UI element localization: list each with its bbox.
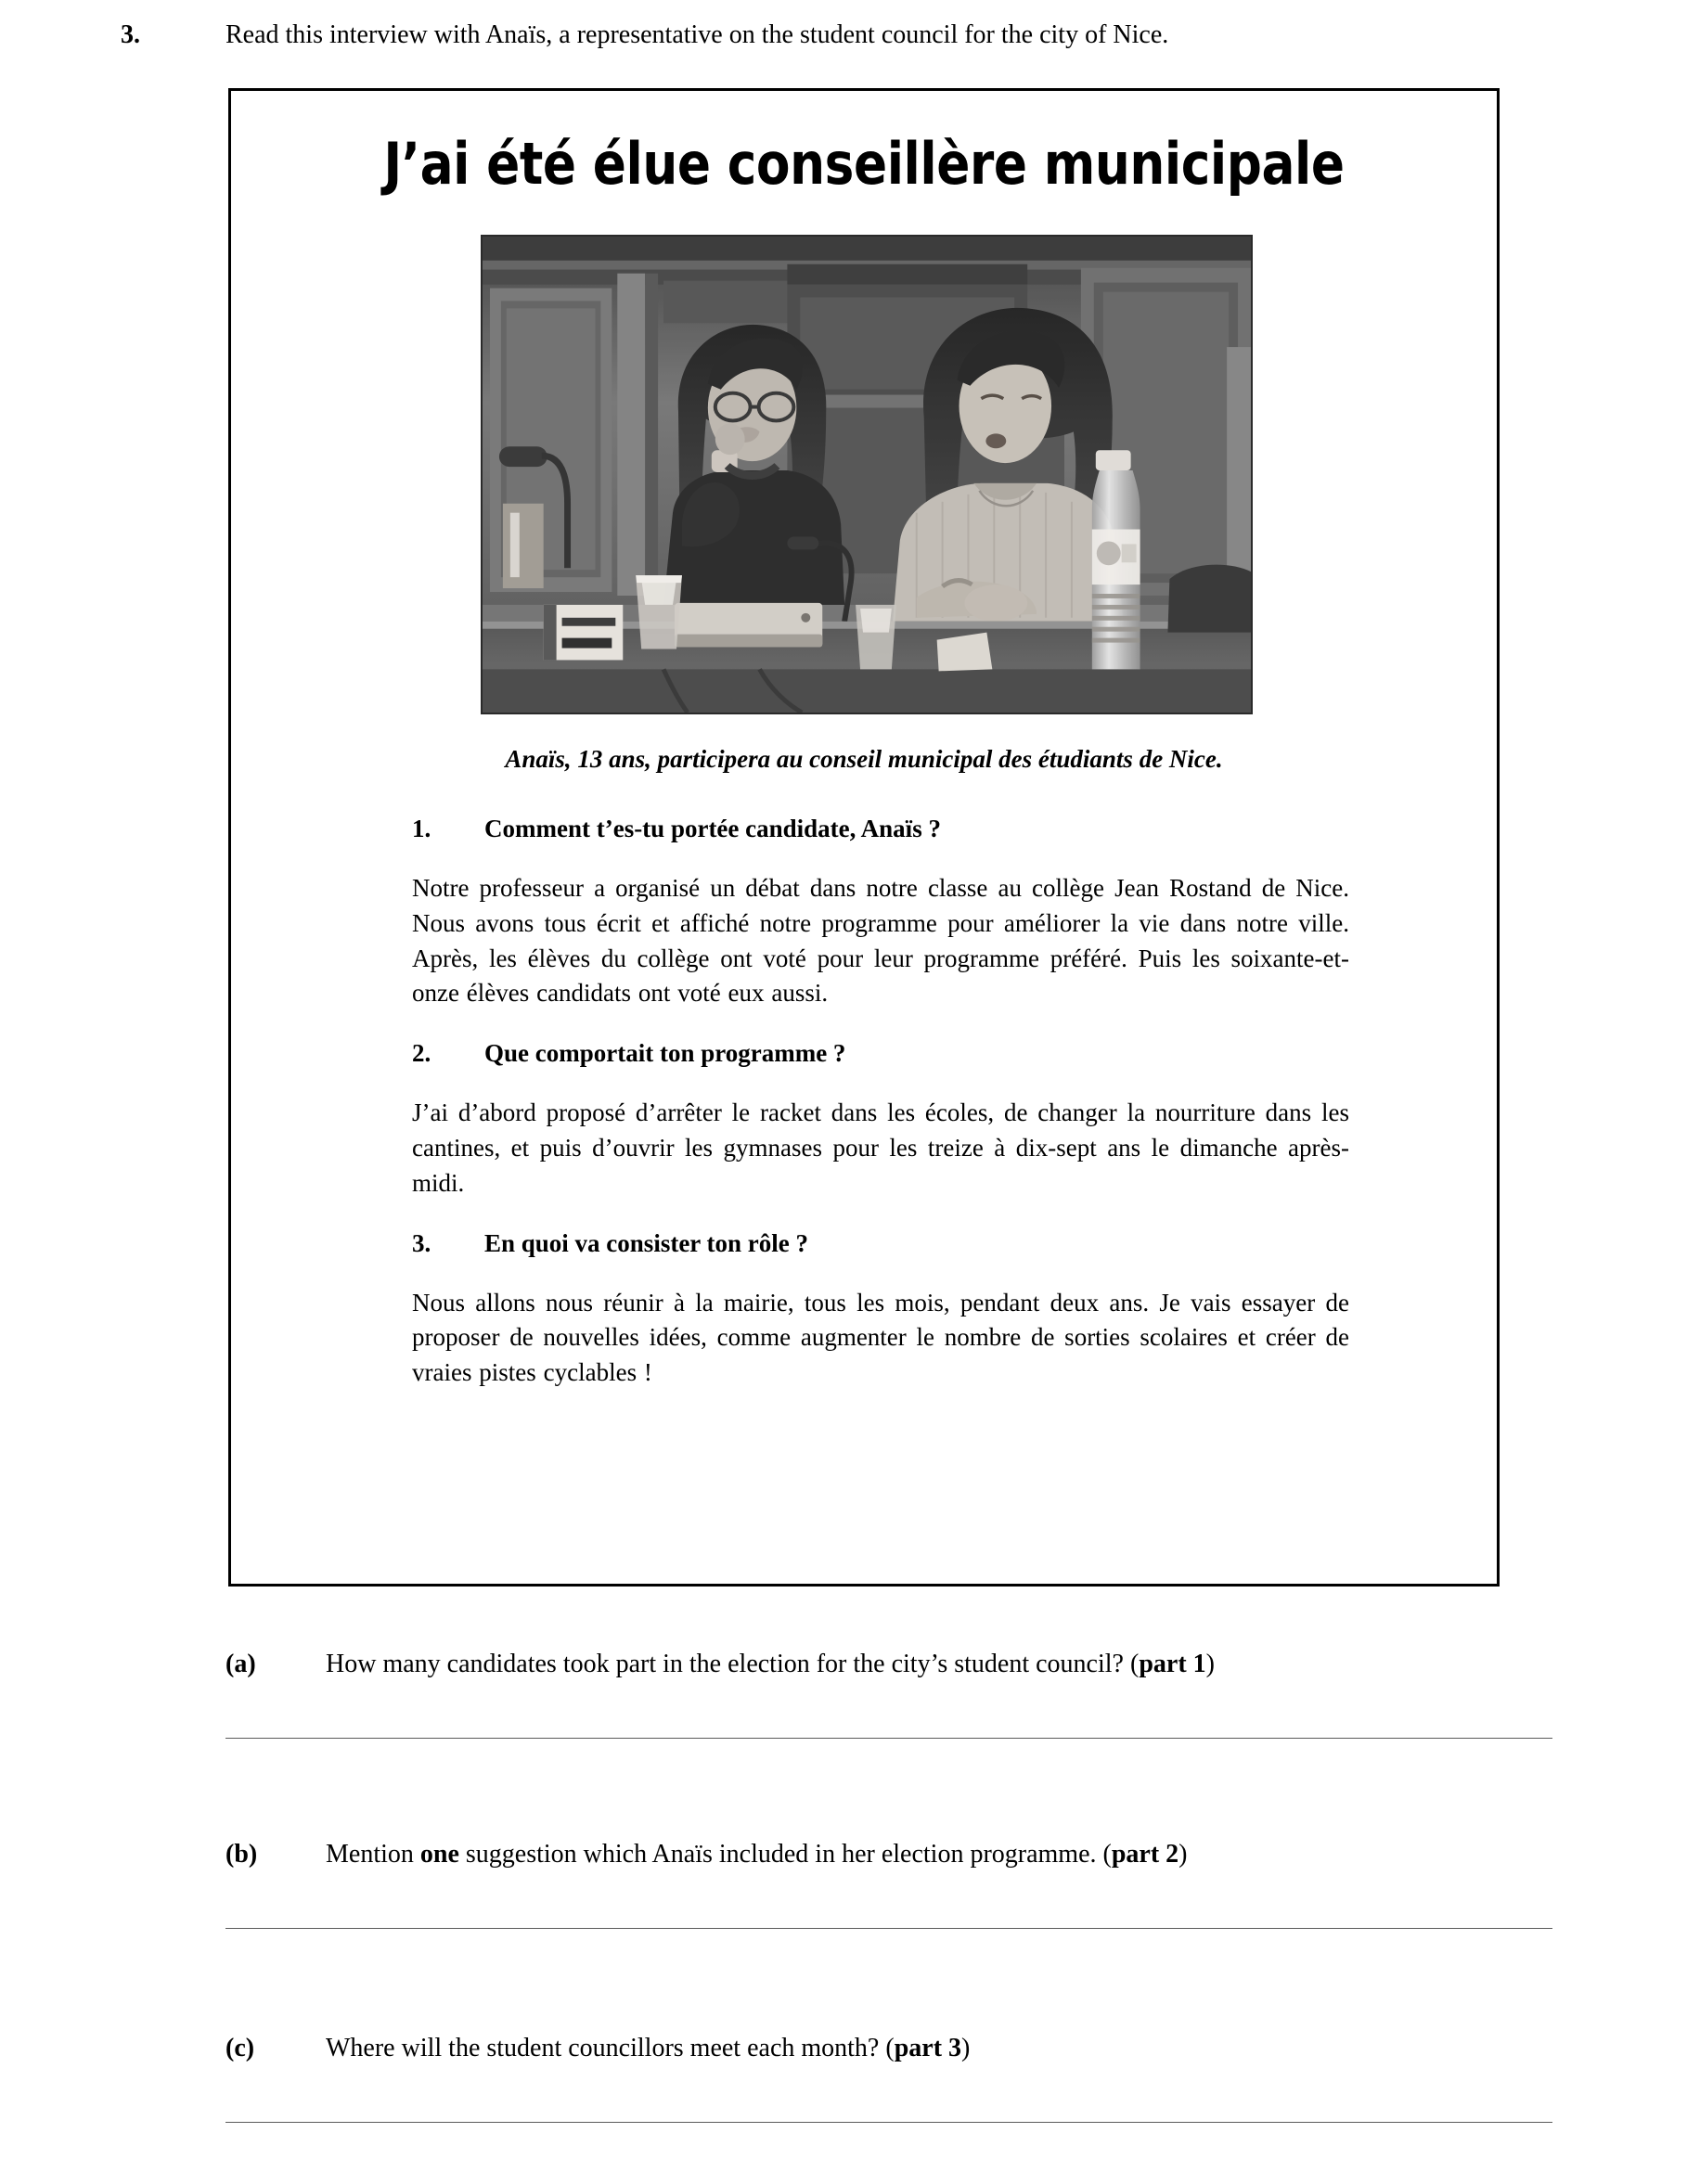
exam-question-c-text: Where will the student councillors meet each month? (	[326, 2034, 895, 2062]
interview-content	[412, 815, 1349, 1391]
exam-question-a-part: part 1	[1139, 1650, 1206, 1678]
interview-question-2-text: Que comportait ton programme ?	[484, 1039, 846, 1068]
photo-caption: Anaïs, 13 ans, participera au conseil municipal des étudiants de Nice.	[505, 745, 1223, 773]
exam-question-b-text-after: suggestion which Anaïs included in her election programme. (	[458, 1840, 1112, 1869]
question-number: 3.	[121, 20, 140, 49]
interview-answer-1: Notre professeur a organisé un débat dans notre classe au collège Jean Rostand de Nice. Nous avons tous écrit et affiché notre programme pour améliorer la vie dans notre ville. Après, les élèves du collège ont voté pour leur programme préféré. Puis les soixante-et-onze élèves candidats ont voté eux aussi.	[412, 874, 1349, 1008]
exam-question-b-text-before: Mention	[326, 1840, 420, 1869]
answer-line-c[interactable]	[225, 2122, 1552, 2123]
exam-question-b-close: )	[1178, 1840, 1188, 1869]
interview-answer-2: J’ai d’abord proposé d’arrêter le racket dans les écoles, de changer la nourriture dans les cantines, et puis d’ouvrir les gymnases pour les treize à dix-sept ans le dimanche après-midi.	[412, 1098, 1349, 1197]
exam-question-b	[225, 1840, 1552, 1869]
interview-question-1	[412, 815, 1349, 843]
interview-question-3-text: En quoi va consister ton rôle ?	[484, 1228, 809, 1257]
exam-question-b-part: part 2	[1111, 1840, 1179, 1869]
exam-question-c-close: )	[961, 2034, 971, 2062]
answer-line-a[interactable]	[225, 1738, 1552, 1739]
answer-line-b[interactable]	[225, 1928, 1552, 1929]
exam-question-a	[225, 1650, 1552, 1679]
exam-question-b-body	[326, 1840, 1552, 1869]
exam-question-c	[225, 2034, 1552, 2063]
exam-question-b-emphasis: one	[419, 1840, 459, 1869]
interview-question-2	[412, 1039, 1349, 1068]
stimulus-box	[228, 88, 1500, 1587]
question-instruction: Read this interview with Anaïs, a representative on the student council for the city of Nice.	[225, 20, 1169, 49]
exam-question-a-text: How many candidates took part in the election for the city’s student council? (	[326, 1650, 1140, 1678]
exam-question-a-body	[326, 1650, 1552, 1679]
interview-question-3-number: 3.	[412, 1228, 431, 1257]
article-title: J’ai été élue conseillère municipale	[383, 130, 1345, 198]
interview-answer-3: Nous allons nous réunir à la mairie, tous les mois, pendant deux ans. Je vais essayer de proposer de nouvelles idées, comme augmenter le nombre de sorties scolaires et créer de vraies pistes cyclables !	[412, 1288, 1349, 1387]
interview-question-1-number: 1.	[412, 815, 431, 842]
exam-question-b-label: (b)	[225, 1840, 258, 1869]
exam-question-c-part: part 3	[894, 2034, 962, 2062]
interview-question-1-text: Comment t’es-tu portée candidate, Anaïs ?	[484, 815, 941, 842]
exam-question-a-close: )	[1205, 1650, 1215, 1678]
interview-question-2-number: 2.	[412, 1039, 431, 1068]
article-photo	[481, 235, 1253, 714]
exam-question-c-label: (c)	[225, 2034, 255, 2062]
exam-question-a-label: (a)	[225, 1650, 256, 1678]
interview-question-3	[412, 1229, 1349, 1258]
question-header	[0, 20, 1687, 61]
exam-question-c-body	[326, 2034, 1552, 2063]
